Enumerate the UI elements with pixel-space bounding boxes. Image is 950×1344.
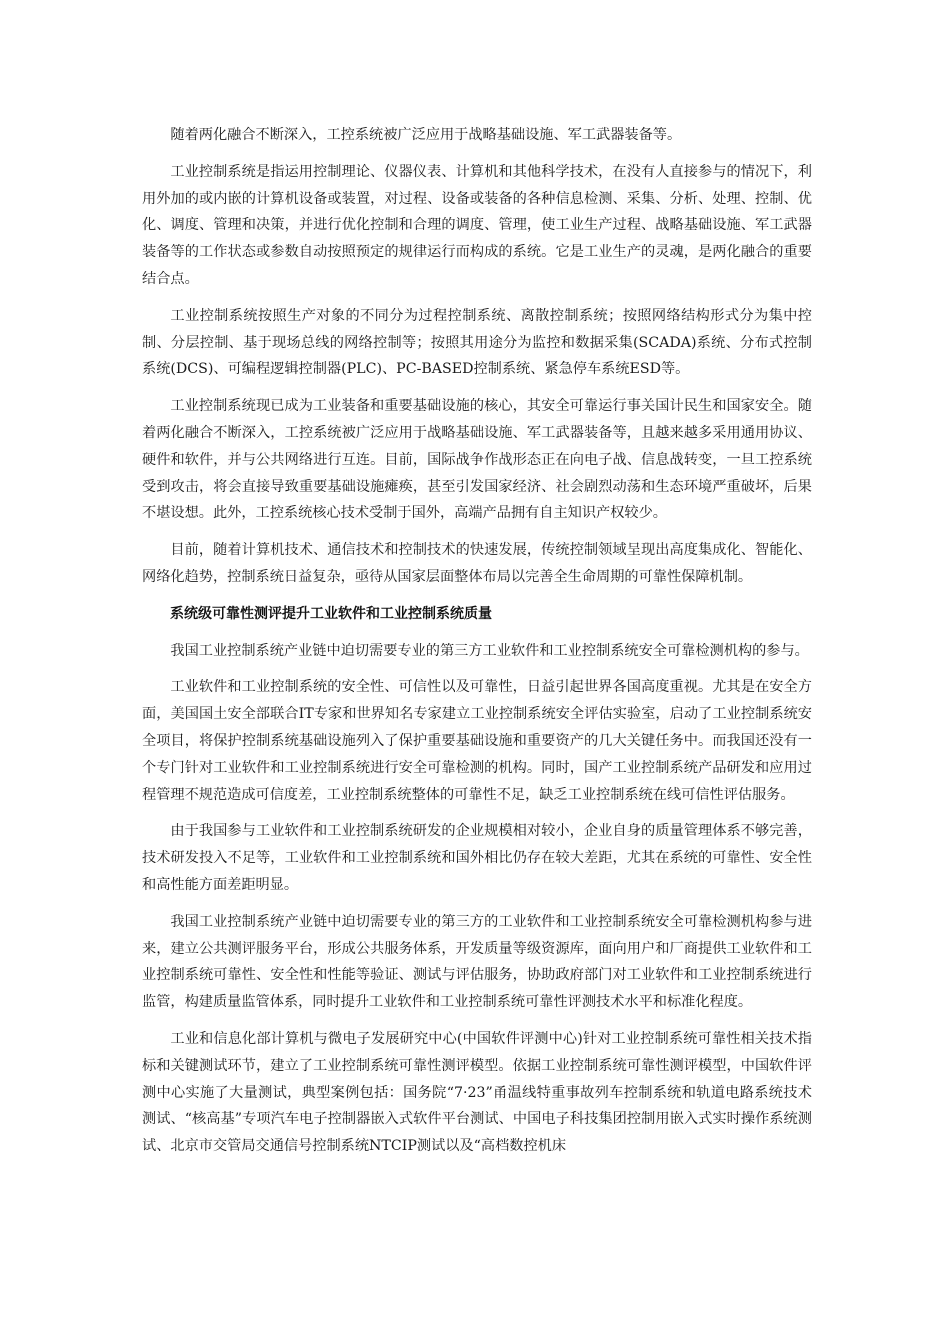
paragraph-definition: 工业控制系统是指运用控制理论、仪器仪表、计算机和其他科学技术，在没有人直接参与的情况下，利用外加的或内嵌的计算机设备或装置，对过程、设备或装备的各种信息检测、采集、分析、处理、控制、优化、调度、管理和决策，并进行优化控制和合理的调度、管理，使工业生产过程、战略基础设施、军工武器装备等的工作状态或参数自动按照预定的规律运行而构成的系统。它是工业生产的灵魂，是两化融合的重要结合点。 [142,163,812,287]
paragraph-gap: 由于我国参与工业软件和工业控制系统研发的企业规模相对较小，企业自身的质量管理体系不够完善，技术研发投入不足等，工业软件和工业控制系统和国外相比仍存在较大差距，尤其在系统的可靠性、安全性和高性能方面差距明显。 [142,823,812,893]
paragraph-testing-center: 工业和信息化部计算机与微电子发展研究中心(中国软件评测中心)针对工业控制系统可靠性相关技术指标和关键测试环节，建立了工业控制系统可靠性测评模型。依据工业控制系统可靠性测评模型，中国软件评测中心实施了大量测试，典型案例包括：国务院“7·23”甬温线特重事故列车控制系统和轨道电路系统技术测试、“核高基”专项汽车电子控制器嵌入式软件平台测试、中国电子科技集团控制用嵌入式实时操作系统测试、北京市交管局交通信号控制系统NTCIP测试以及“高档数控机床 [142,1030,812,1155]
section-heading: 系统级可靠性测评提升工业软件和工业控制系统质量 [170,605,492,622]
paragraph-need: 我国工业控制系统产业链中迫切需要专业的第三方工业软件和工业控制系统安全可靠检测机构的参与。 [170,642,809,659]
paragraph-intro: 随着两化融合不断深入，工控系统被广泛应用于战略基础设施、军工武器装备等。 [170,127,682,143]
paragraph-trend: 目前，随着计算机技术、通信技术和控制技术的快速发展，传统控制领域呈现出高度集成化、智能化、网络化趋势，控制系统日益复杂，亟待从国家层面整体布局以完善全生命周期的可靠性保障机制。 [142,542,812,585]
paragraph-classification: 工业控制系统按照生产对象的不同分为过程控制系统、离散控制系统；按照网络结构形式分为集中控制、分层控制、基于现场总线的网络控制等；按照其用途分为监控和数据采集(SCADA)系统、分布式控制系统(DCS)、可编程逻辑控制器(PLC)、PC-BASED控制系统、紧急停车系统ESD等。 [142,307,812,378]
document-body [142,122,812,1170]
paragraph-security: 工业控制系统现已成为工业装备和重要基础设施的核心，其安全可靠运行事关国计民生和国家安全。随着两化融合不断深入，工控系统被广泛应用于战略基础设施、军工武器装备等，且越来越多采用通用协议、硬件和软件，并与公共网络进行互连。目前，国际战争作战形态正在向电子战、信息战转变，一旦工控系统受到攻击，将会直接导致重要基础设施瘫痪，甚至引发国家经济、社会剧烈动荡和生态环境严重破坏，后果不堪设想。此外，工控系统核心技术受制于国外，高端产品拥有自主知识产权较少。 [142,398,812,522]
paragraph-platform: 我国工业控制系统产业链中迫切需要专业的第三方的工业软件和工业控制系统安全可靠检测机构参与进来，建立公共测评服务平台，形成公共服务体系，开发质量等级资源库，面向用户和厂商提供工业软件和工业控制系统可靠性、安全性和性能等验证、测试与评估服务，协助政府部门对工业软件和工业控制系统进行监管，构建质量监管体系，同时提升工业软件和工业控制系统可靠性评测技术水平和标准化程度。 [142,913,812,1011]
paragraph-global-attention: 工业软件和工业控制系统的安全性、可信性以及可靠性，日益引起世界各国高度重视。尤其是在安全方面，美国国土安全部联合IT专家和世界知名专家建立工业控制系统安全评估实验室，启动了工业控制系统安全项目，将保护控制系统基础设施列入了保护重要基础设施和重要资产的几大关键任务中。而我国还没有一个专门针对工业软件和工业控制系统进行安全可靠检测的机构。同时，国产工业控制系统产品研发和应用过程管理不规范造成可信度差，工业控制系统整体的可靠性不足，缺乏工业控制系统在线可信性评估服务。 [142,679,812,803]
